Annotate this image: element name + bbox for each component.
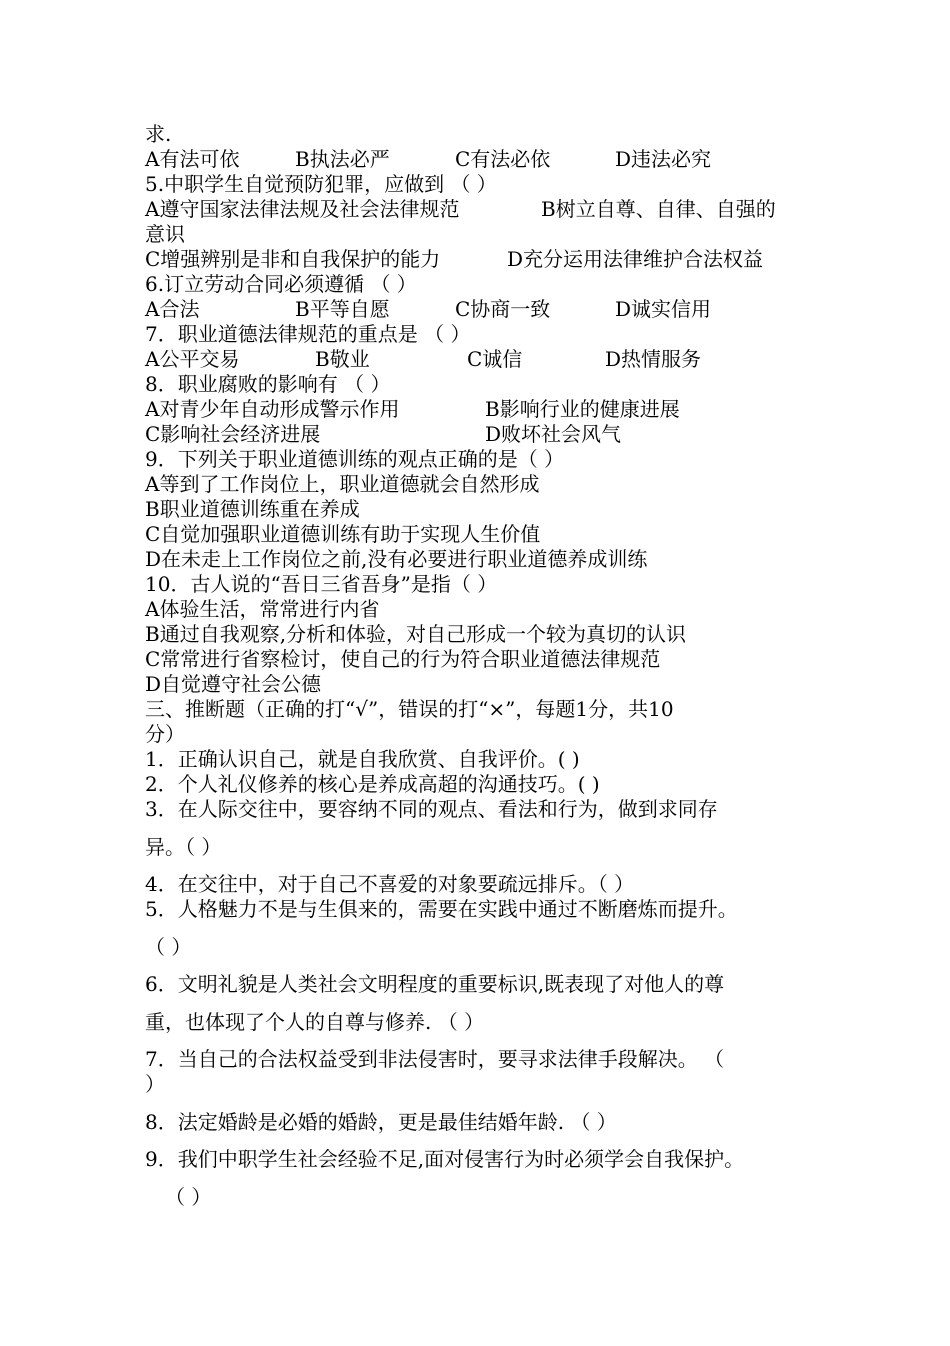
question-6: 6.订立劳动合同必须遵循 （ ）	[145, 272, 417, 296]
question-7: 7．职业道德法律规范的重点是 （ ）	[145, 322, 471, 346]
option-b: B影响行业的健康进展	[485, 397, 680, 421]
question-10: 10．古人说的“吾日三省吾身”是指（ ）	[145, 572, 498, 596]
judgment-9-cont: （ ）	[165, 1185, 212, 1209]
judgment-9: 9．我们中职学生社会经验不足,面对侵害行为时必须学会自我保护。	[145, 1147, 745, 1171]
option-d: D热情服务	[605, 347, 702, 371]
option-a: A对青少年自动形成警示作用	[145, 397, 400, 421]
question-10-option-b: B通过自我观察,分析和体验，对自己形成一个较为真切的认识	[145, 622, 687, 646]
question-9-option-c: C自觉加强职业道德训练有助于实现人生价值	[145, 522, 541, 546]
option-b: B树立自尊、自律、自强的	[541, 197, 776, 221]
option-b: B平等自愿	[295, 297, 390, 321]
judgment-6: 6．文明礼貌是人类社会文明程度的重要标识,既表现了对他人的尊	[145, 972, 725, 996]
option-c: C增强辨别是非和自我保护的能力	[145, 247, 441, 271]
option-c: C诚信	[467, 347, 523, 371]
judgment-3-cont: 异。（ ）	[145, 835, 222, 859]
option-a: A有法可依	[145, 147, 240, 171]
judgment-6-cont: 重，也体现了个人的自尊与修养. （ ）	[145, 1010, 485, 1034]
judgment-8: 8．法定婚龄是必婚的婚龄，更是最佳结婚年龄. （ ）	[145, 1110, 617, 1134]
option-d: D诚实信用	[615, 297, 712, 321]
question-9-option-a: A等到了工作岗位上，职业道德就会自然形成	[145, 472, 540, 496]
judgment-7-cont: ）	[145, 1072, 165, 1096]
question-10-option-a: A体验生活，常常进行内省	[145, 597, 380, 621]
judgment-4: 4．在交往中，对于自己不喜爱的对象要疏远排斥。（ ）	[145, 872, 635, 896]
option-c: C有法必依	[455, 147, 551, 171]
option-a: A合法	[145, 297, 200, 321]
question-10-option-d: D自觉遵守社会公德	[145, 672, 322, 696]
option-c: C影响社会经济进展	[145, 422, 321, 446]
section-3-heading: 三、推断题（正确的打“√”，错误的打“×”，每题1分，共10	[145, 697, 674, 721]
judgment-2: 2．个人礼仪修养的核心是养成高超的沟通技巧。( )	[145, 772, 600, 796]
option-a: A遵守国家法律法规及社会法律规范	[145, 197, 460, 221]
question-9-option-d: D在未走上工作岗位之前,没有必要进行职业道德养成训练	[145, 547, 648, 571]
question-9: 9．下列关于职业道德训练的观点正确的是（ ）	[145, 447, 565, 471]
question-5-option-b-cont: 意识	[145, 222, 185, 246]
option-d: D违法必究	[615, 147, 712, 171]
judgment-5: 5．人格魅力不是与生俱来的，需要在实践中通过不断磨炼而提升。	[145, 897, 738, 921]
option-a: A公平交易	[145, 347, 240, 371]
text-line: 求.	[145, 122, 172, 146]
question-5: 5.中职学生自觉预防犯罪，应做到 （ ）	[145, 172, 497, 196]
option-b: B执法必严	[295, 147, 390, 171]
option-d: D充分运用法律维护合法权益	[507, 247, 764, 271]
option-b: B敬业	[315, 347, 370, 371]
judgment-1: 1．正确认识自己，就是自我欣赏、自我评价。( )	[145, 747, 580, 771]
section-3-heading-cont: 分）	[145, 722, 185, 746]
question-8: 8．职业腐败的影响有 （ ）	[145, 372, 391, 396]
question-10-option-c: C常常进行省察检讨，使自己的行为符合职业道德法律规范	[145, 647, 661, 671]
option-d: D败坏社会风气	[485, 422, 622, 446]
judgment-7: 7．当自己的合法权益受到非法侵害时，要寻求法律手段解决。 （	[145, 1047, 725, 1071]
judgment-3: 3．在人际交往中，要容纳不同的观点、看法和行为，做到求同存	[145, 797, 718, 821]
option-c: C协商一致	[455, 297, 551, 321]
judgment-5-cont: （ ）	[145, 935, 192, 959]
question-9-option-b: B职业道德训练重在养成	[145, 497, 360, 521]
